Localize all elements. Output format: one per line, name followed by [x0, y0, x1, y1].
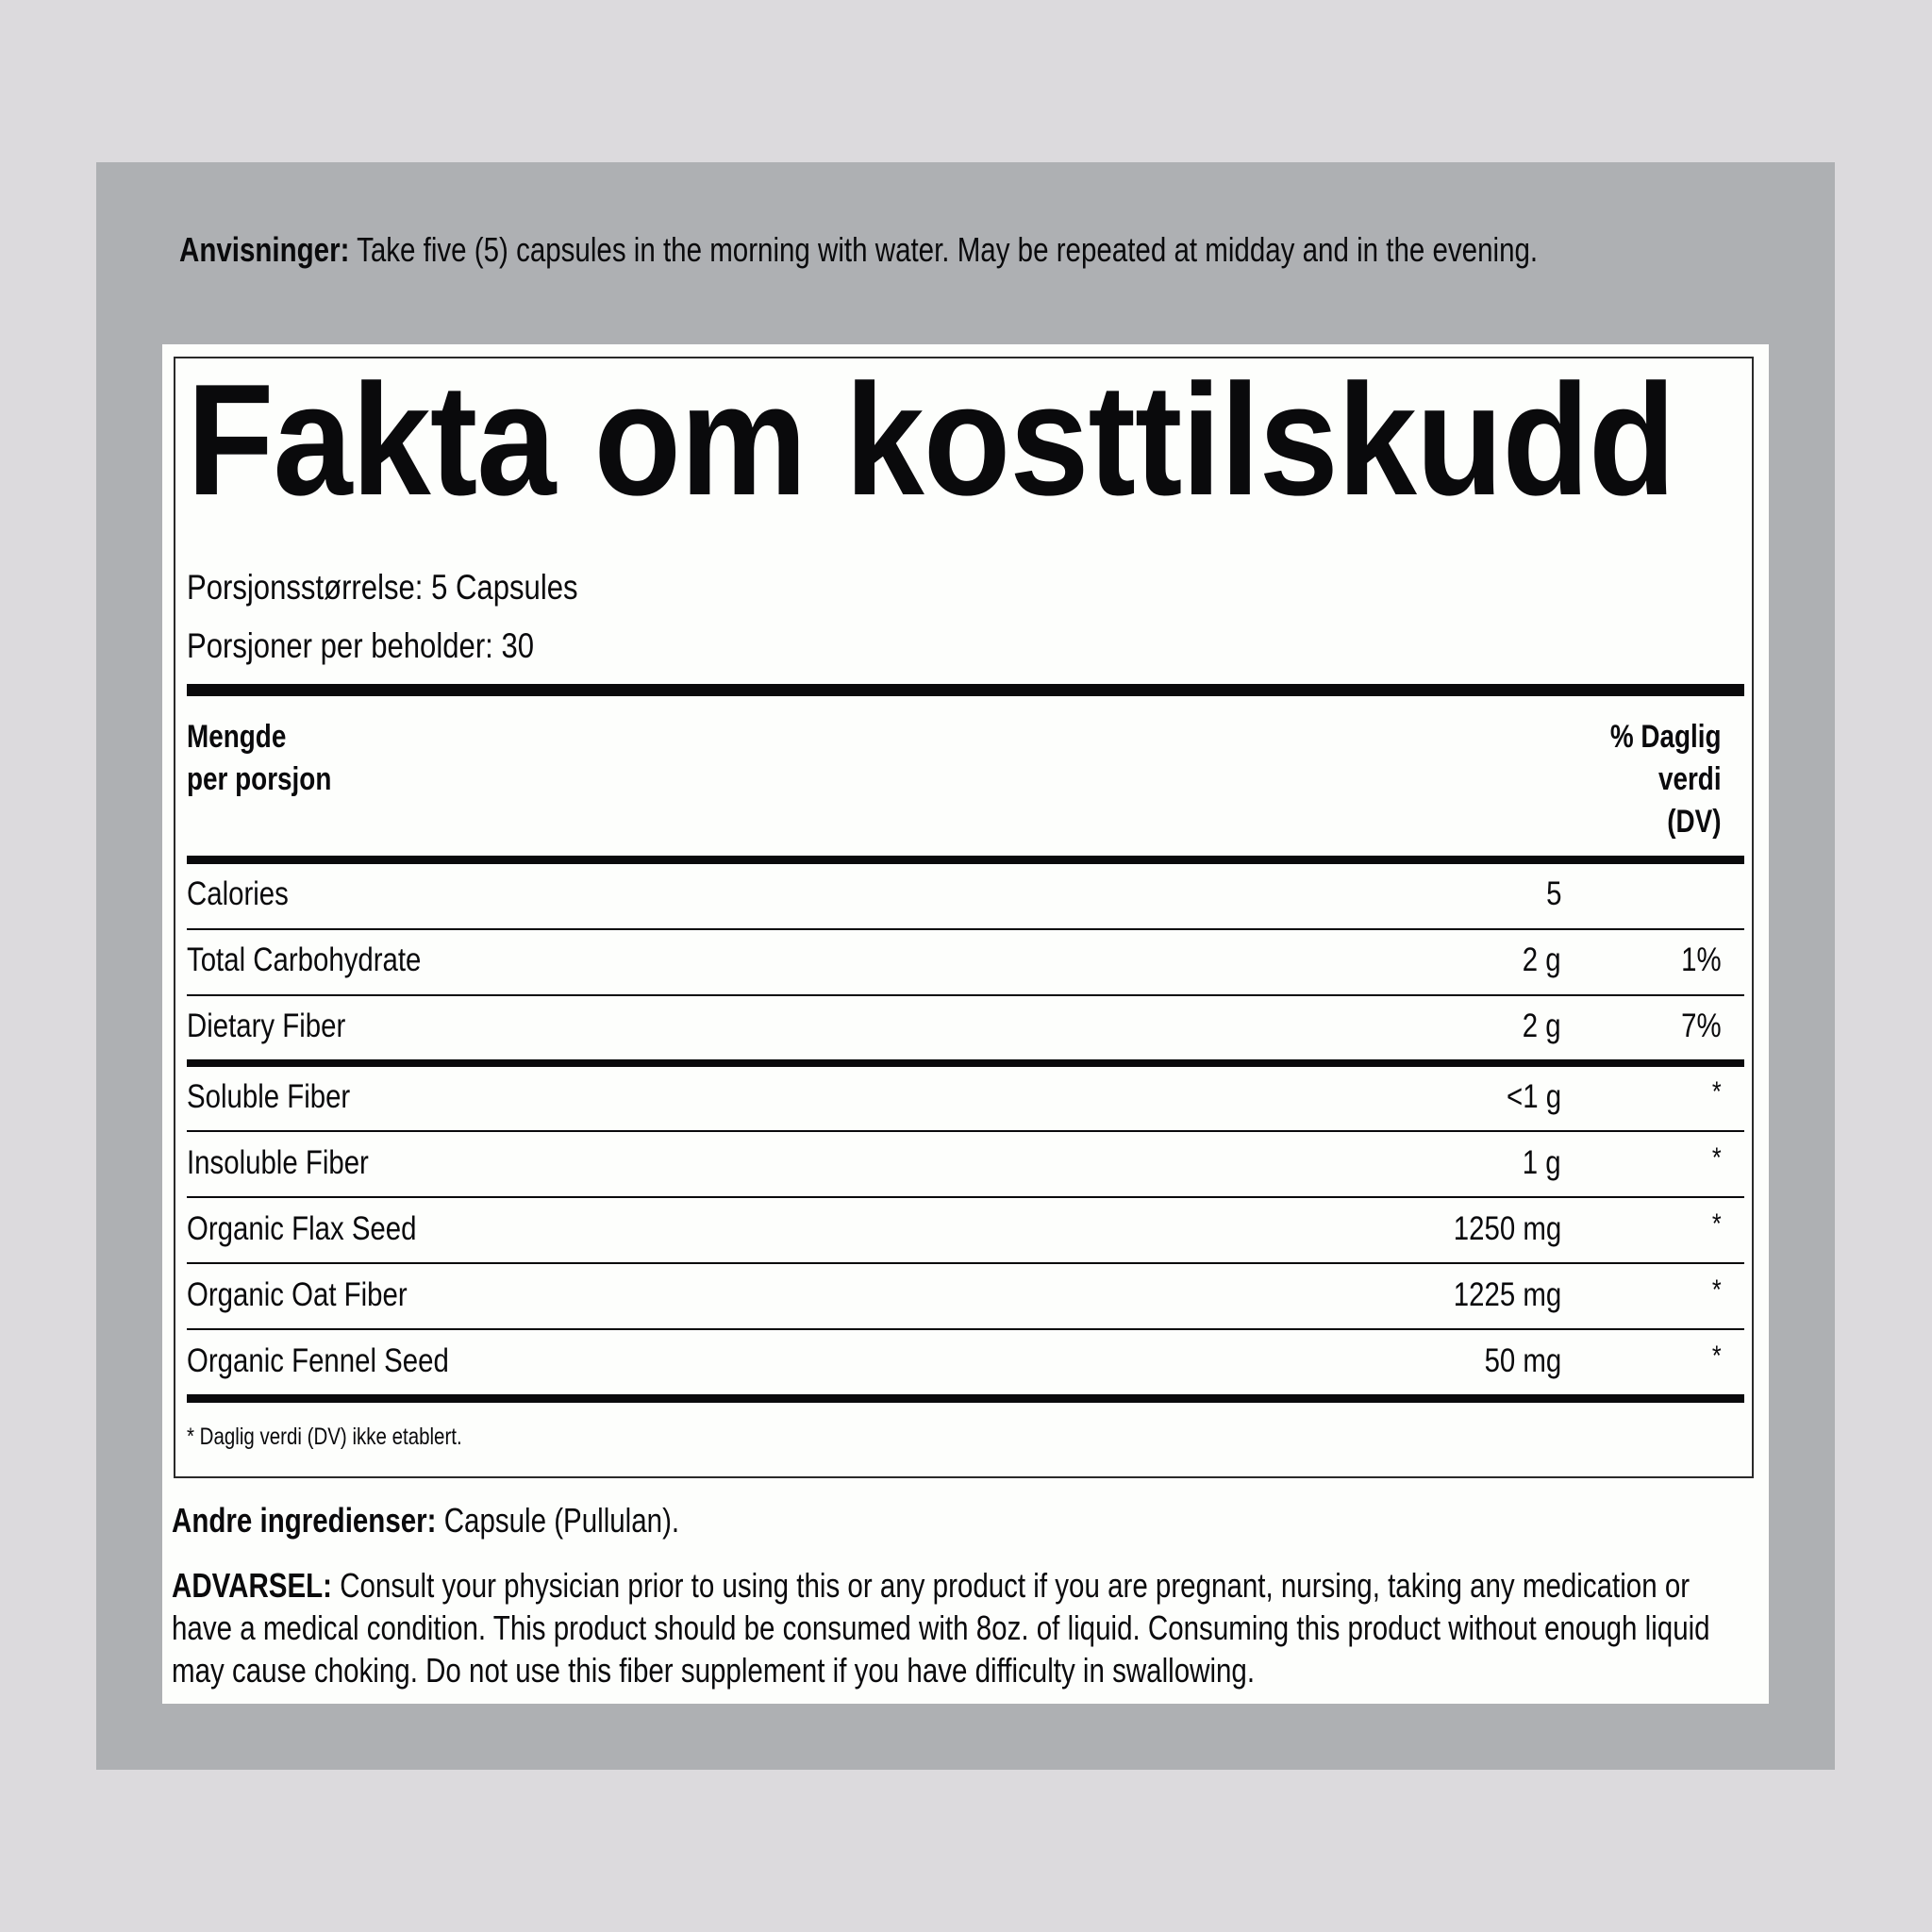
- warning-body: Consult your physician prior to using this or any product if you are pregnant, nursing, taking any medication or have a medical condition. This product should be consumed with 8oz. of liquid. Consuming this product without enough liquid may cause choking. Do not use this fiber supplement if you have difficulty in swallowing.: [172, 1566, 1710, 1690]
- nutrient-amount: 5: [1545, 875, 1561, 912]
- servings-per-container: Porsjoner per beholder: 30: [187, 626, 535, 665]
- nutrient-amount: 50 mg: [1484, 1342, 1561, 1379]
- directions-body: Take five (5) capsules in the morning with water. May be repeated at midday and in the evening.: [349, 230, 1539, 269]
- amount-per-serving-header: [187, 716, 331, 801]
- header-line: per porsjon: [187, 761, 332, 797]
- nutrient-amount: 2 g: [1523, 941, 1561, 978]
- warning-label: ADVARSEL:: [172, 1566, 333, 1605]
- nutrient-amount: 1225 mg: [1453, 1276, 1561, 1313]
- thin-divider: [187, 1328, 1744, 1330]
- thick-divider: [187, 856, 1744, 864]
- nutrient-dv: *: [1712, 1076, 1722, 1108]
- nutrient-name: Organic Flax Seed: [187, 1210, 417, 1247]
- nutrient-dv: *: [1712, 1341, 1722, 1372]
- header-line: % Daglig: [1610, 719, 1722, 755]
- nutrient-amount: 1 g: [1523, 1144, 1561, 1181]
- facts-title: Fakta om kosttilskudd: [187, 351, 1675, 528]
- warning-text: [172, 1564, 1750, 1691]
- directions-label: Anvisninger:: [179, 230, 350, 269]
- nutrient-name: Organic Fennel Seed: [187, 1342, 449, 1379]
- dv-footnote: * Daglig verdi (DV) ikke etablert.: [187, 1424, 462, 1450]
- nutrient-amount: 2 g: [1523, 1008, 1561, 1044]
- nutrient-name: Insoluble Fiber: [187, 1144, 369, 1181]
- nutrient-dv: *: [1712, 1274, 1722, 1306]
- nutrient-name: Total Carbohydrate: [187, 941, 422, 978]
- header-line: (DV): [1667, 804, 1722, 840]
- serving-size: Porsjonsstørrelse: 5 Capsules: [187, 568, 578, 607]
- nutrient-amount: <1 g: [1506, 1078, 1561, 1115]
- header-line: verdi: [1658, 761, 1722, 797]
- nutrient-dv: *: [1712, 1142, 1722, 1174]
- nutrient-dv: *: [1712, 1208, 1722, 1240]
- directions-text: [179, 226, 1673, 273]
- nutrient-name: Organic Oat Fiber: [187, 1276, 408, 1313]
- thin-divider: [187, 1130, 1744, 1132]
- thin-divider: [187, 1262, 1744, 1264]
- other-ingredients: [172, 1502, 679, 1540]
- thin-divider: [187, 1196, 1744, 1198]
- nutrient-name: Soluble Fiber: [187, 1078, 351, 1115]
- thick-divider: [187, 1394, 1744, 1403]
- daily-value-header: [1610, 716, 1722, 843]
- nutrient-name: Calories: [187, 875, 289, 912]
- nutrient-dv: 1%: [1681, 941, 1722, 978]
- thin-divider: [187, 994, 1744, 996]
- other-ingredients-label: Andre ingredienser:: [172, 1501, 437, 1540]
- nutrient-name: Dietary Fiber: [187, 1008, 346, 1044]
- thin-divider: [187, 928, 1744, 930]
- thick-divider: [187, 684, 1744, 696]
- thick-divider: [187, 1059, 1744, 1067]
- nutrient-amount: 1250 mg: [1453, 1210, 1561, 1247]
- nutrient-dv: 7%: [1681, 1008, 1722, 1044]
- other-ingredients-body: Capsule (Pullulan).: [436, 1501, 680, 1540]
- header-line: Mengde: [187, 719, 287, 755]
